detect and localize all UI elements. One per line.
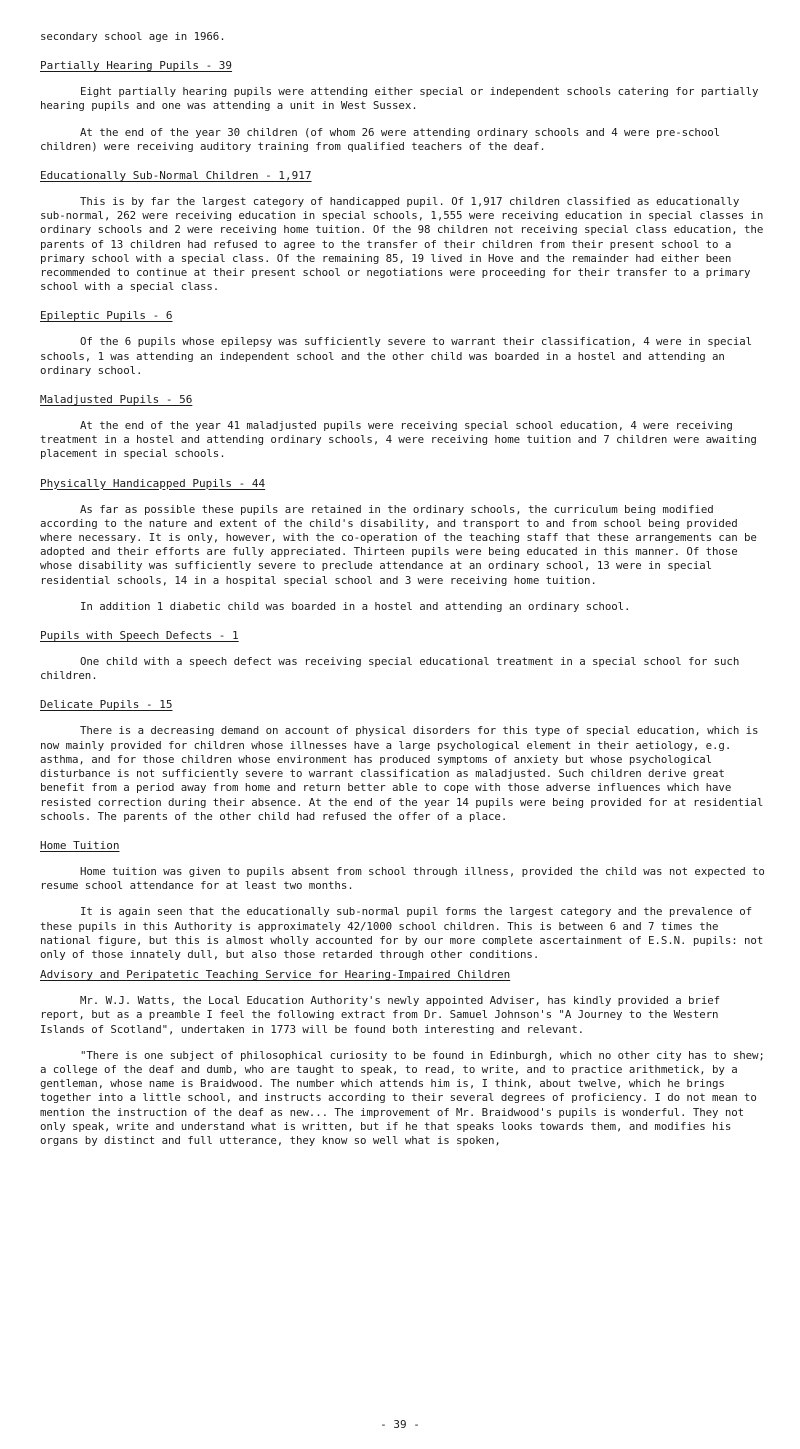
paragraph: One child with a speech defect was receiving special educational treatment in a special school for such children. <box>40 655 740 683</box>
paragraph: This is by far the largest category of handicapped pupil. Of 1,917 children classified as educationally sub-normal, 262 were receiving education in special schools, 1,555 were receiving education in special classes in ordinary schools and 2 were receiving home tuition. Of the 98 children not receiving special class education, the parents of 13 children had refused to agree to the transfer of their children from their present school to a primary school with a special class. Of the remaining 85, 19 lived in Hove and the remainder had either been recommended to continue at their present school or negotiations were proceeding for their transfer to a primary school with a special class. <box>40 195 764 294</box>
paragraph: As far as possible these pupils are retained in the ordinary schools, the curriculum being modified according to the nature and extent of the child's disability, and transport to and from school being provided where necessary. It is only, however, with the co-operation of the teaching staff that these arrangements can be adopted and their efforts are fully appreciated. Thirteen pupils were being educated in this manner. Of those whose disability was sufficiently severe to preclude attendance at an ordinary school, 13 were in special residential schools, 14 in a hospital special school and 3 were receiving home tuition. <box>40 502 757 587</box>
intro-line: secondary school age in 1966. <box>40 30 226 43</box>
paragraph: Home tuition was given to pupils absent from school through illness, provided the child was not expected to resume school attendance for at least two months. <box>40 864 765 893</box>
heading-educationally-subnormal: Educationally Sub-Normal Children - 1,917 <box>40 169 312 183</box>
paragraph: There is a decreasing demand on account of physical disorders for this type of special education, which is now mainly provided for children whose illnesses have a large psychological element in their aetiology, e.g. asthma, and for those children whose environment has produced symptoms of anxiety but whose psychological disturbance is not sufficiently severe to warrant classification as maladjusted. Such children derive great benefit from a period away from home and return better able to cope with those adverse influences which have resisted correction during their absence. At the end of the year 14 pupils were being provided for at residential schools. The parents of the other child had refused the offer of a place. <box>40 724 764 823</box>
heading-home-tuition: Home Tuition <box>40 838 120 852</box>
quotation-paragraph: "There is one subject of philosophical curiosity to be found in Edinburgh, which no other city has to shew; a college of the deaf and dumb, who are taught to speak, to read, to write, and to practice arithmetick, by a gentleman, whose name is Braidwood. The number which attends him is, I think, about twelve, which he brings together into a little school, and instructs according to their several degrees of proficiency. I do not mean to mention the instruction of the deaf as new... The improvement of Mr. Braidwood's pupils is wonderful. They not only speak, write and understand what is written, but if he that speaks looks towards them, and modifies his organs by distinct and full utterance, they know so well what is spoken, <box>40 1048 765 1147</box>
heading-physically-handicapped: Physically Handicapped Pupils - 44 <box>40 476 266 490</box>
heading-speech-defects: Pupils with Speech Defects - 1 <box>40 629 239 643</box>
paragraph: At the end of the year 41 maladjusted pupils were receiving special school education, 4 were receiving treatment in a hostel and attending ordinary schools, 4 were receiving home tuition and 7 children were awaiting placement in special schools. <box>40 419 757 461</box>
document-page <box>40 30 768 1148</box>
heading-epileptic: Epileptic Pupils - 6 <box>40 309 173 323</box>
heading-maladjusted: Maladjusted Pupils - 56 <box>40 393 193 407</box>
paragraph: Eight partially hearing pupils were attending either special or independent schools catering for partially hearing pupils and one was attending a unit in West Sussex. <box>40 85 759 113</box>
page-number: - 39 - <box>380 1418 420 1431</box>
paragraph: Of the 6 pupils whose epilepsy was sufficiently severe to warrant their classification, 4 were in special schools, 1 was attending an independent school and the other child was boarded in a hostel and attending an ordinary school. <box>40 335 753 377</box>
heading-partially-hearing: Partially Hearing Pupils - 39 <box>40 59 233 73</box>
paragraph: It is again seen that the educationally sub-normal pupil forms the largest category and the prevalence of these pupils in this Authority is approximately 42/1000 school children. This is between 6 and 7 times the national figure, but this is almost wholly accounted for by our more complete ascertainment of E.S.N. pupils: not only of those innately dull, but also those retarded through other conditions. <box>40 905 764 961</box>
heading-delicate: Delicate Pupils - 15 <box>40 698 173 712</box>
paragraph: In addition 1 diabetic child was boarded in a hostel and attending an ordinary school. <box>80 599 631 613</box>
heading-advisory-service: Advisory and Peripatetic Teaching Service for Hearing-Impaired Children <box>40 968 511 982</box>
paragraph: Mr. W.J. Watts, the Local Education Authority's newly appointed Adviser, has kindly provided a brief report, but as a preamble I feel the following extract from Dr. Samuel Johnson's "A Journey to the Western Islands of Scotland", undertaken in 1773 will be found both interesting and relevant. <box>40 994 721 1036</box>
paragraph: At the end of the year 30 children (of whom 26 were attending ordinary schools and 4 were pre-school children) were receiving auditory training from qualified teachers of the deaf. <box>40 125 721 153</box>
